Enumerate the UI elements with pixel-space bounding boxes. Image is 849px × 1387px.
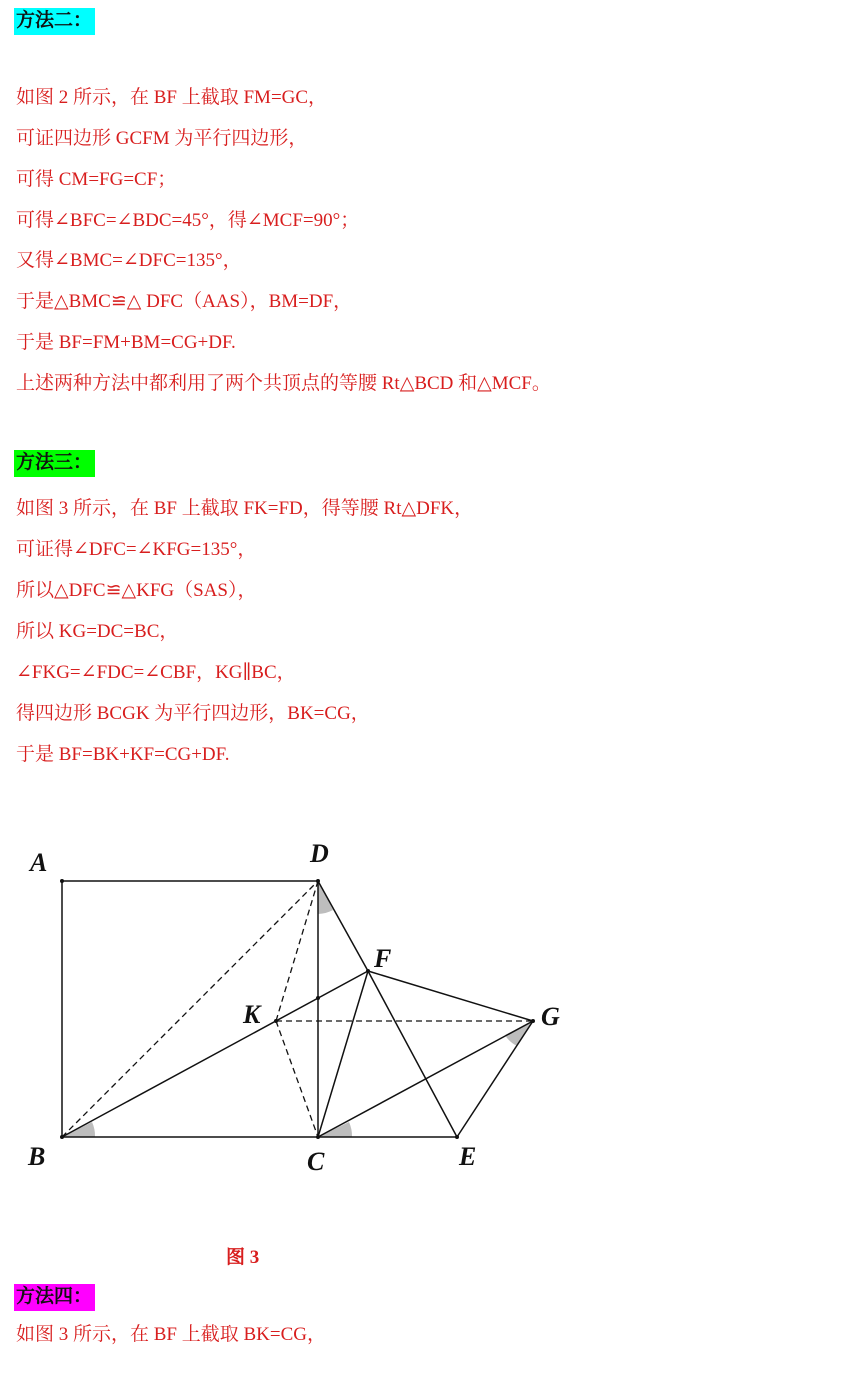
label-b: B [28, 1142, 46, 1171]
label-c: C [307, 1147, 325, 1176]
method3-line-7: 于是 BF=BK+KF=CG+DF. [16, 744, 230, 765]
method2-line-3: 可得 CM=FG=CF； [16, 169, 177, 190]
method3-heading: 方法三： [14, 450, 95, 477]
method2-line-1: 如图 2 所示，在 BF 上截取 FM=GC， [16, 87, 328, 108]
geometry-figure [0, 820, 620, 1200]
label-a: A [30, 848, 48, 877]
point-g [531, 1019, 535, 1023]
label-f: F [374, 944, 392, 973]
method3-line-4: 所以 KG=DC=BC， [16, 621, 179, 642]
point-a [60, 879, 64, 883]
method3-line-5: ∠FKG=∠FDC=∠CBF，KG∥BC， [16, 662, 296, 683]
segment-fc [318, 971, 368, 1137]
point-e [455, 1135, 459, 1139]
method4-heading: 方法四： [14, 1284, 95, 1311]
point-intersection [316, 996, 320, 1000]
label-g: G [541, 1002, 560, 1031]
segment-fe [368, 971, 457, 1137]
method2-line-7: 于是 BF=FM+BM=CG+DF. [16, 332, 236, 353]
method3-line-6: 得四边形 BCGK 为平行四边形，BK=CG， [16, 703, 370, 724]
method4-line-1: 如图 3 所示，在 BF 上截取 BK=CG， [16, 1324, 326, 1345]
label-d: D [310, 839, 329, 868]
point-c [316, 1135, 320, 1139]
segment-df [318, 881, 368, 971]
segment-cg [318, 1021, 533, 1137]
method2-line-4: 可得∠BFC=∠BDC=45°，得∠MCF=90°； [16, 210, 360, 231]
method3-line-3: 所以△DFC≌△KFG（SAS）， [16, 580, 257, 601]
point-k [274, 1019, 278, 1023]
label-k: K [243, 1000, 261, 1029]
point-d [316, 879, 320, 883]
dashed-kc [276, 1021, 318, 1137]
segment-bf [62, 971, 368, 1137]
method2-line-6: 于是△BMC≌△ DFC（AAS），BM=DF， [16, 291, 353, 312]
method2-line-8: 上述两种方法中都利用了两个共顶点的等腰 Rt△BCD 和△MCF。 [16, 373, 551, 394]
point-b [60, 1135, 64, 1139]
method3-line-1: 如图 3 所示，在 BF 上截取 FK=FD，得等腰 Rt△DFK， [16, 498, 474, 519]
figure-caption: 图 3 [226, 1247, 260, 1268]
segment-fg [368, 971, 533, 1021]
method2-line-5: 又得∠BMC=∠DFC=135°， [16, 250, 242, 271]
method2-line-2: 可证四边形 GCFM 为平行四边形， [16, 128, 308, 149]
method2-heading: 方法二： [14, 8, 95, 35]
label-e: E [459, 1142, 477, 1171]
method3-line-2: 可证得∠DFC=∠KFG=135°， [16, 539, 257, 560]
point-f [366, 969, 370, 973]
segment-ge [457, 1021, 533, 1137]
